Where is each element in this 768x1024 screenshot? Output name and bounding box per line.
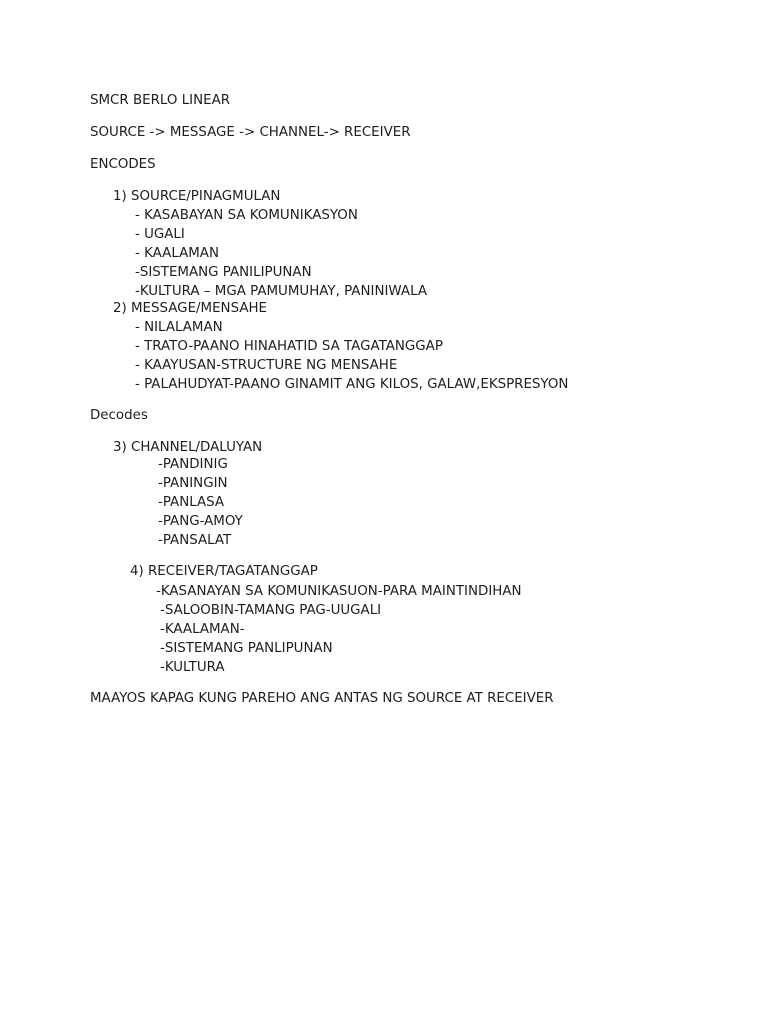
receiver-point: -SISTEMANG PANLIPUNAN	[160, 641, 333, 656]
receiver-heading: 4) RECEIVER/TAGATANGGAP	[130, 564, 318, 579]
channel-point: -PANLASA	[158, 495, 225, 510]
source-heading: 1) SOURCE/PINAGMULAN	[113, 189, 281, 204]
conclusion: MAAYOS KAPAG KUNG PAREHO ANG ANTAS NG SOURCE AT RECEIVER	[90, 691, 554, 706]
message-point: - KAAYUSAN-STRUCTURE NG MENSAHE	[135, 358, 398, 373]
channel-point: -PANDINIG	[158, 457, 228, 472]
document-title: SMCR BERLO LINEAR	[90, 93, 231, 108]
source-point: - UGALI	[135, 227, 185, 242]
decodes-heading: Decodes	[90, 408, 148, 423]
receiver-point: -SALOOBIN-TAMANG PAG-UUGALI	[160, 603, 382, 618]
message-heading: 2) MESSAGE/MENSAHE	[113, 301, 268, 316]
receiver-point: -KASANAYAN SA KOMUNIKASUON-PARA MAINTINDIHAN	[156, 584, 522, 599]
channel-heading: 3) CHANNEL/DALUYAN	[113, 440, 263, 455]
source-point: - KAALAMAN	[135, 246, 219, 261]
source-point: - KASABAYAN SA KOMUNIKASYON	[135, 208, 358, 223]
channel-point: -PANG-AMOY	[158, 514, 243, 529]
encodes-heading: ENCODES	[90, 157, 156, 172]
source-point: -KULTURA – MGA PAMUMUHAY, PANINIWALA	[135, 284, 428, 299]
message-point: - TRATO-PAANO HINAHATID SA TAGATANGGAP	[135, 339, 443, 354]
source-point: -SISTEMANG PANILIPUNAN	[135, 265, 312, 280]
message-point: - NILALAMAN	[135, 320, 223, 335]
channel-point: -PANINGIN	[158, 476, 228, 491]
receiver-point: -KULTURA	[160, 660, 225, 675]
receiver-point: -KAALAMAN-	[160, 622, 245, 637]
channel-point: -PANSALAT	[158, 533, 232, 548]
message-point: - PALAHUDYAT-PAANO GINAMIT ANG KILOS, GALAW,EKSPRESYON	[135, 377, 569, 392]
model-flow: SOURCE -> MESSAGE -> CHANNEL-> RECEIVER	[90, 125, 411, 140]
